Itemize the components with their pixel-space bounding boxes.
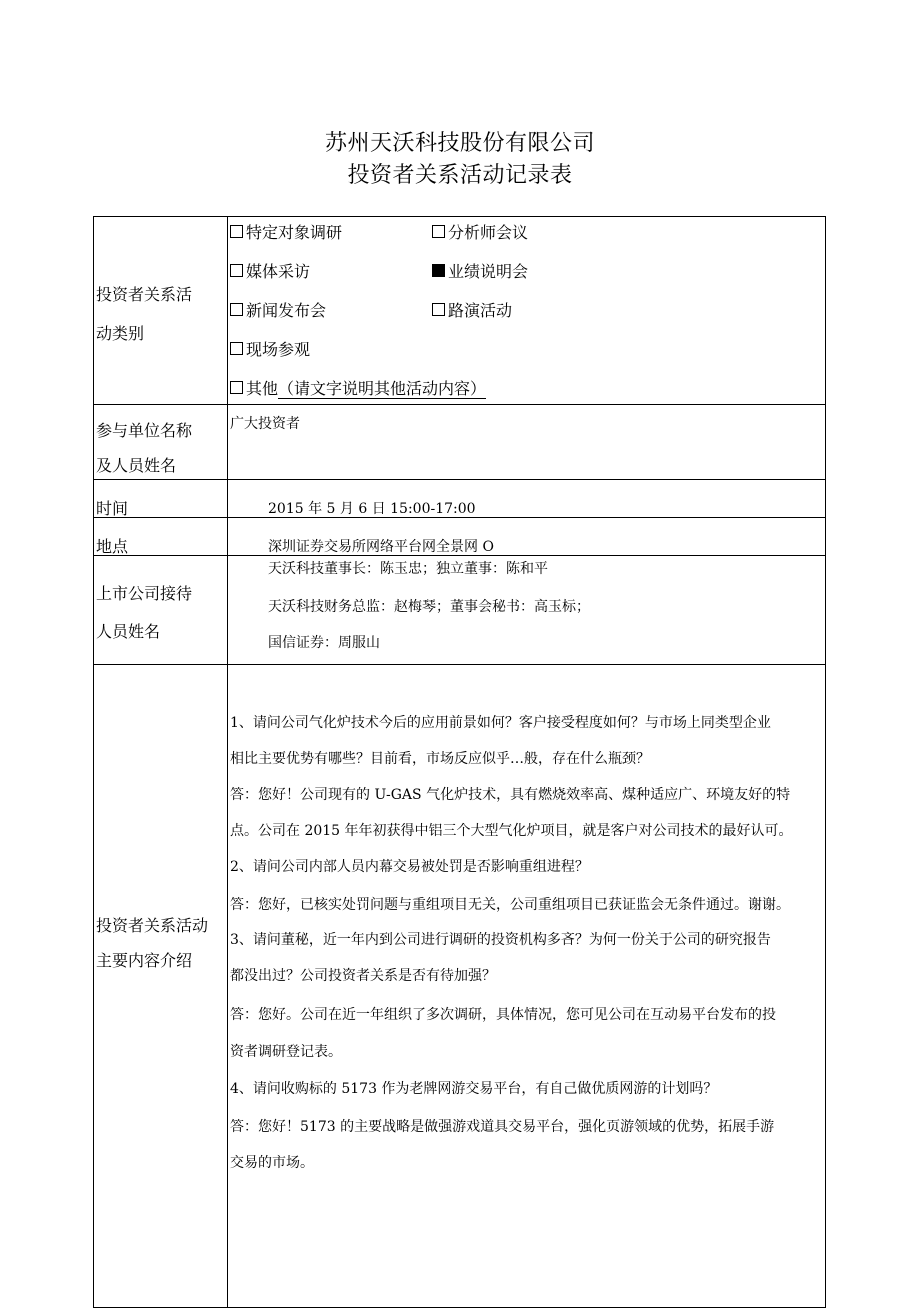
option-press-conference[interactable]: 新闻发布会 [230, 298, 326, 321]
row-activity-type [94, 217, 825, 405]
qa-line: 1、请问公司气化炉技术今后的应用前景如何？客户接受程度如何？与市场上同类型企业 [230, 715, 771, 731]
qa-line: 4、请问收购标的 5173 作为老牌网游交易平台，有自己做优质网游的计划吗？ [230, 1081, 718, 1097]
checkbox-icon[interactable] [230, 342, 243, 355]
qa-line: 3、请问董秘，近一年内到公司进行调研的投资机构多吝？为何一份关于公司的研究报告 [230, 932, 771, 948]
main-content-label: 投资者关系活动 主要内容介绍 [94, 665, 228, 1307]
option-specific-research[interactable]: 特定对象调研 [230, 220, 342, 243]
qa-line: 答：您好！公司现有的 U-GAS 气化炉技术，具有燃烧效率高、煤种适应广、环境友好的特 [230, 787, 791, 803]
checkbox-icon[interactable] [230, 303, 243, 316]
time-value: 2015 年 5 月 6 日 15:00-17:00 [268, 501, 476, 517]
row-reception [94, 556, 825, 665]
option-other[interactable]: 其他（请文字说明其他活动内容） [230, 376, 486, 399]
row-time [94, 480, 825, 518]
other-description: （请文字说明其他活动内容） [278, 379, 487, 398]
company-name: 苏州天沃科技股份有限公司 [324, 131, 595, 156]
participants-label: 参与单位名称 及人员姓名 [94, 405, 228, 479]
qa-line: 相比主要优势有哪些？目前看，市场反应似乎…般，存在什么瓶颈？ [230, 751, 650, 767]
qa-line: 答：您好。公司在近一年组织了多次调研，具体情况，您可见公司在互动易平台发布的投 [230, 1007, 776, 1023]
checkbox-icon[interactable] [230, 225, 243, 238]
activity-type-options [228, 217, 825, 404]
row-location [94, 518, 825, 556]
qa-line: 2、请问公司内部人员内幕交易被处罚是否影响重组进程？ [230, 859, 589, 875]
reception-line: 天沃科技董事长：陈玉忠；独立董事：陈和平 [268, 561, 548, 577]
reception-label: 上市公司接待 人员姓名 [94, 556, 228, 664]
qa-line: 点。公司在 2015 年年初获得中铝三个大型气化炉项目，就是客户对公司技术的最好认可。 [230, 823, 793, 839]
form-title: 投资者关系活动记录表 [347, 163, 573, 188]
checkbox-icon[interactable] [432, 225, 445, 238]
location-label: 地点 [94, 518, 228, 555]
checkbox-icon[interactable] [230, 264, 243, 277]
option-site-visit[interactable]: 现场参观 [230, 337, 310, 360]
row-main-content [94, 665, 825, 1307]
location-value: 深圳证券交易所网络平台网全景网 O [268, 539, 494, 555]
reception-line: 天沃科技财务总监：赵梅琴；董事会秘书：高玉标； [268, 599, 590, 615]
record-table [93, 216, 826, 1308]
time-label: 时间 [94, 480, 228, 517]
qa-line: 交易的市场。 [230, 1155, 314, 1171]
option-analyst-meeting[interactable]: 分析师会议 [432, 220, 528, 243]
activity-type-label: 投资者关系活 动类别 [94, 217, 228, 404]
qa-line: 都没出过？公司投资者关系是否有待加强？ [230, 968, 496, 984]
option-roadshow[interactable]: 路演活动 [432, 298, 512, 321]
participants-value: 广大投资者 [230, 416, 300, 432]
qa-line: 答：您好！5173 的主要战略是做强游戏道具交易平台，强化页游领域的优势，拓展手游 [230, 1119, 775, 1135]
row-participants [94, 405, 825, 480]
checkbox-icon[interactable] [230, 381, 243, 394]
checkbox-icon[interactable] [432, 303, 445, 316]
option-earnings-briefing[interactable]: 业绩说明会 [432, 259, 528, 282]
option-media-interview[interactable]: 媒体采访 [230, 259, 310, 282]
checkbox-checked-icon[interactable] [432, 264, 445, 277]
qa-line: 资者调研登记表。 [230, 1044, 342, 1060]
qa-line: 答：您好，已核实处罚问题与重组项目无关，公司重组项目已获证监会无条件通过。谢谢。 [230, 897, 790, 913]
reception-line: 国信证券：周服山 [268, 635, 380, 651]
